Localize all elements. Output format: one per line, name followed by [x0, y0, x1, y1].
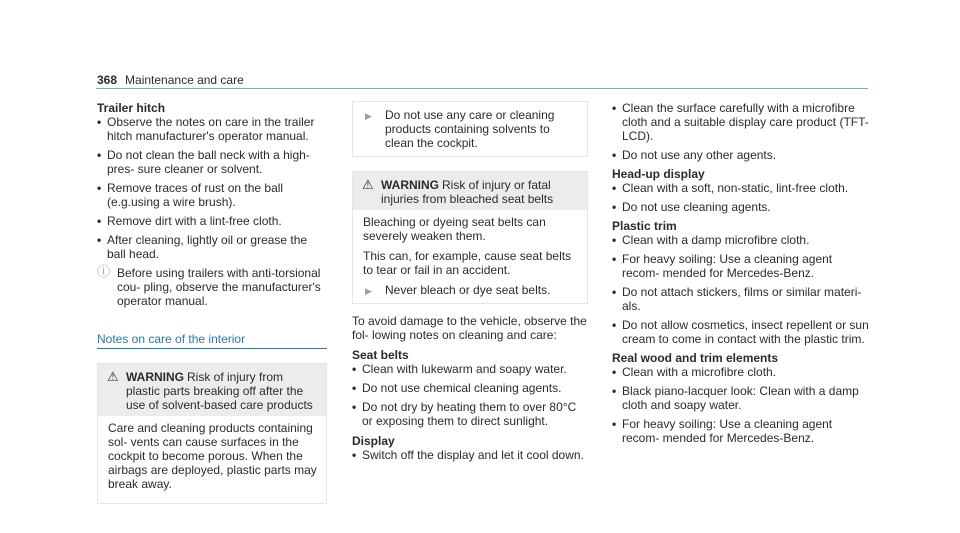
list-item: • After cleaning, lightly oil or grease the ball head. [97, 233, 327, 261]
page-header [97, 73, 244, 87]
warning-box-seatbelts [352, 171, 588, 304]
list-item: • Observe the notes on care in the trailer hitch manufacturer's operator manual. [97, 115, 327, 143]
column-3 [612, 101, 872, 450]
list-item: • Remove traces of rust on the ball (e.g.using a wire brush). [97, 181, 327, 209]
instruction-box-solvents [352, 101, 588, 157]
info-note-text: Before using trailers with anti-torsional cou- pling, observe the manufacturer's operator manual. [117, 266, 321, 308]
list-item: • For heavy soiling: Use a cleaning agent recom- mended for Mercedes-Benz. [612, 417, 872, 445]
real-wood-list [612, 365, 872, 445]
list-item: • Clean the surface carefully with a microfibre cloth and a suitable display care product (TFT- LCD). [612, 101, 872, 143]
list-item: • Do not use any other agents. [612, 148, 872, 162]
warning-title: Risk of injury or fatal injuries from bleached seat belts [381, 178, 554, 206]
warning-body [353, 210, 587, 303]
display-heading: Display [352, 434, 395, 448]
list-item: • Clean with lukewarm and soapy water. [352, 362, 588, 376]
list-item: • Switch off the display and let it cool down. [352, 448, 588, 462]
warning-text: This can, for example, cause seat belts to tear or fail in an accident. [363, 249, 572, 277]
warning-icon: ⚠ [362, 177, 374, 192]
warning-label: WARNING [126, 370, 184, 384]
list-item: • Clean with a soft, non-static, lint-free cloth. [612, 181, 872, 195]
list-item: • Clean with a microfibre cloth. [612, 365, 872, 379]
trailer-hitch-list [97, 115, 327, 261]
warning-text: Care and cleaning products containing sol- vents can cause surfaces in the cockpit to become porous. When the airbags are deployed, plastic parts may break away. [108, 421, 317, 491]
warning-text: Bleaching or dyeing seat belts can severely weaken them. [363, 215, 546, 243]
list-item: • Do not use chemical cleaning agents. [352, 381, 588, 395]
warning-header [353, 172, 587, 210]
real-wood-heading: Real wood and trim elements [612, 351, 779, 365]
warning-instruction [363, 283, 579, 297]
list-item: • Do not dry by heating them to over 80°C or exposing them to direct sunlight. [352, 400, 588, 428]
trailer-hitch-heading: Trailer hitch [97, 101, 166, 115]
headup-display-heading: Head-up display [612, 167, 705, 181]
info-icon: ⓘ [97, 264, 111, 279]
arrow-icon: ▶ [365, 286, 372, 296]
headup-display-list [612, 181, 872, 214]
warning-body [98, 416, 326, 503]
warning-icon: ⚠ [107, 369, 119, 384]
column-2 [352, 101, 588, 467]
list-item: • Remove dirt with a lint-free cloth. [97, 214, 327, 228]
instruction-text: Do not use any care or cleaning products containing solvents to clean the cockpit. [385, 108, 555, 150]
plastic-trim-heading: Plastic trim [612, 219, 677, 233]
seat-belts-heading: Seat belts [352, 348, 409, 362]
warning-box-plastic [97, 363, 327, 504]
info-note [97, 266, 327, 308]
list-item: • Do not allow cosmetics, insect repellent or sun cream to come in contact with the plastic trim. [612, 318, 872, 346]
list-item: • Black piano-lacquer look: Clean with a damp cloth and soapy water. [612, 384, 872, 412]
list-item: • Do not clean the ball neck with a high-pres- sure cleaner or solvent. [97, 148, 327, 176]
column-1 [97, 101, 327, 504]
warning-instruction-text: Never bleach or dye seat belts. [385, 283, 551, 297]
intro-paragraph: To avoid damage to the vehicle, observe the fol- lowing notes on cleaning and care: [352, 314, 587, 342]
list-item: • Clean with a damp microfibre cloth. [612, 233, 872, 247]
display-list-continued [612, 101, 872, 162]
list-item: • Do not attach stickers, films or similar materi- als. [612, 285, 872, 313]
list-item: • Do not use cleaning agents. [612, 200, 872, 214]
arrow-icon: ▶ [365, 111, 372, 121]
plastic-trim-list [612, 233, 872, 346]
warning-header [98, 364, 326, 416]
seat-belts-list [352, 362, 588, 428]
page-number: 368 [97, 73, 118, 87]
warning-title: Risk of injury from plastic parts breaking off after the use of solvent-based care products [126, 370, 313, 412]
interior-section-heading: Notes on care of the interior [97, 332, 327, 349]
warning-label: WARNING [381, 178, 439, 192]
header-rule [96, 88, 868, 89]
display-list [352, 448, 588, 462]
list-item: • For heavy soiling: Use a cleaning agent recom- mended for Mercedes-Benz. [612, 252, 872, 280]
section-title: Maintenance and care [125, 73, 244, 87]
